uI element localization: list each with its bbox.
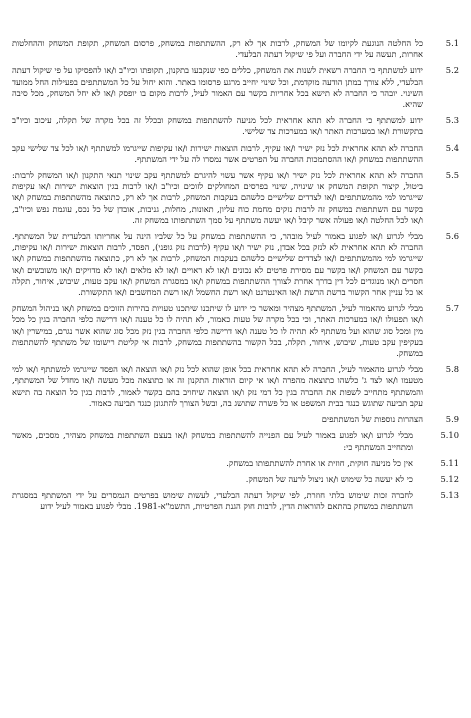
clause-number: 5.5 <box>445 170 459 181</box>
clause-text: אין כל מניעה חוקית, חוזית או אחרת להשתתפותו במשחק. <box>226 457 413 468</box>
clause-5-10 <box>12 430 459 452</box>
clause-5-8 <box>12 364 459 409</box>
clause-5-7 <box>12 303 459 359</box>
clause-text: כל החלטה הנוגעת לקיומו של המשחק, לרבות אך לא רק, ההשתתפות במשחק, פרסום המשחק, תקופת המשחק וההחלטות אחרות, תעשה על ידי החברה ועל פי שיקול דעתה הבלעדי. <box>12 38 423 60</box>
clause-number: 5.2 <box>445 65 459 76</box>
clause-5-9 <box>12 414 459 425</box>
clause-number: 5.3 <box>445 115 459 126</box>
clause-text: ידוע למשתתף כי החברה רשאית לשנות את המשחק, כללים כפי שנקבעו בתקנון, תקופתו וכיו"ב ו/או להפסיקו על פי שיקול דעתה הבלעדי, ללא צורך במתן הודעה מוקדמת, וכל שינוי יחייב מרגע פרסומו באתר. והוא יחול על כל המשתתפים בפעילות החל ממועד השינוי. יובהר כי החברה לא תישא בכל אחריות בקשר עם האמור לעיל, לרבות מקום בו יופסק ו/או לא יחל המשחק, מכל סיבה שהיא. <box>12 65 423 110</box>
clause-text: החברה לא תהא אחראית לכל נזק ישיר ו/או עקיף אשר עשוי להיגרם למשתתף עקב שינוי תנאי התקנון ו/או המשחק לרבות: ביטול, קיצור תקופת המשחק או שינויה, שינוי בפרסים המחולקים לזוכים וכיו"ב ו/או לרבות בגין הוצאות ישירות ו/או עקיפות שייגרמו למי מהמשתתפים ו/או לצדדים שלישיים כלשהם בעקבות המשחק, לרבות אך לא רק, כתוצאה מהשתתפות במשחק ו/או בקשר עם השתתפות במשחק זה לרבות נזקים מחמת כוח עליון, תאונות, מחלות, גניבות, אובדן של כל נכס, עוגמת נפש וכיו"ב, ו/או לכל החלטה ו/או פעולה אשר קיבל ו/או יעשה משתתף על סמך השתתפותו במשחק זה. <box>12 170 423 225</box>
clause-5-13 <box>12 490 459 512</box>
clause-text: ידוע למשתתף כי החברה לא תהא אחראית לכל מניעה להשתתפות במשחק ובכלל זה בכל מקרה של תקלה, עיכוב וכיו"ב בתקשורת ו/או במערכות האתר ו/או במערכות צד שלישי. <box>12 115 423 137</box>
clause-number: 5.6 <box>445 231 459 242</box>
clause-number: 5.4 <box>445 142 459 153</box>
clause-5-6 <box>12 231 459 298</box>
clause-heading: הצהרות נוספות של המשתתפים <box>321 414 423 425</box>
clause-5-5 <box>12 170 459 226</box>
clause-text: מבלי לגרוע ו/או לפגוע באמור לעיל מובהר, כי ההשתתפות במשחק על כל שלביו הינה על אחריותו הבלעדית של המשתתף. החברה לא תהא אחראית לא לנזק בכל אבדן, נזק ישיר ו/או עקיף (לרבות נזק גופני), הפסד, לרבות הוצאות ישירות ו/או עקיפות, שייגרמו למי מהמשתתפים ו/או לצדדים שלישיים כלשהם בעקבות המשחק, לרבות אך לא רק, כתוצאה מהשתתפות במשחק ו/או בקשר עם המשחק ו/או בקשר עם מסירת פרטים לא נכונים ו/או לא ראויים ו/או לא מלאים ו/או לא מדויקים ו/או משובשים ו/או חסרים ו/או מנוגדים לכל דין בדרך אחרת לצורך ההשתתפות במשחק ו/או במסגרת המשחק ו/או עקב טעות, שיבוש, איחור, תקלה או כל עניין אחר הקשור ברשת הרשת ו/או האינטרנט ו/או רשת החשמל ו/או רשת המחשבים ו/או התקשורת. <box>12 231 423 298</box>
clause-5-12 <box>12 474 459 485</box>
clause-number: 5.13 <box>440 490 459 501</box>
clause-5-1 <box>12 38 459 60</box>
clause-number: 5.1 <box>445 38 459 48</box>
clause-text: מבלי לגרוע מהאמור לעיל, החברה לא תהא אחראית בכל אופן שהוא לכל נזק ו/או הוצאה ו/או הפסד שייגרמו למשתתף ו/או למי מטעמו ו/או לצד ג' כלשהו כתוצאה מהפרה ו/או אי קיום הוראות התקנון זה או כתוצאה מכל מעשה ו/או מחדל של המשתתף, והמשתתף מתחייב לשפות את החברה בגין כל דמי נזק ו/או הוצאה שיחויב בהם בקשר לאמור, לרבות בגין כל הוצאה בה תישא עקב תביעה שתוגש כנגד בבית המשפט או כל פשרה שתושג בה, ובשל הצורך להתגונן כנגד תביעה כאמור. <box>12 364 423 408</box>
clause-number: 5.12 <box>440 473 459 484</box>
clause-number: 5.7 <box>445 303 459 314</box>
clause-number: 5.11 <box>440 457 459 468</box>
clause-5-2 <box>12 65 459 110</box>
clause-number: 5.9 <box>445 414 459 425</box>
clause-5-3 <box>12 115 459 137</box>
clause-5-4 <box>12 143 459 165</box>
clause-text: מבלי לגרוע מהאמור לעיל, המשתתף מצהיר ומאשר כי ידוע לו שיתכנו שיתכנו טעויות בהירות הזוכים במשחק ו/או בניהול המשחק ו/או תפעולו ו/או במערכות האתר, וכי בכל מקרה של טעות כאמור, לא תהיה לו כל טענה ו/או דרישה כלפי החברה בגין כל מכל מין ומכל סוג שהוא ועל משתתף לא תהיה לו כל טענה ו/או דרישה כלפי החברה בגין נזק מכל סוג שהוא אשר נגרם, במישרין ו/או בעקיפין עקב טעות, שיבוש, איחור, תקלה, בכל הקשור בהשתתפות במשחק, לרבות אי קליטת רישומו של משתתף להשתתפות במשחק. <box>12 303 423 359</box>
clause-text: מבלי לגרוע ו/או לפגוע באמור לעיל עם הפנייה להשתתפות במשחק ו/או בעצם השתתפות במשחק מצהיר, מסכים, מאשר ומתחייב המשתתף כי: <box>12 430 413 452</box>
clause-text: לחברה זכות שימוש בלתי חוזרת, לפי שיקול דעתה הבלעדי, לעשות שימוש בפרטים הנמסרים על ידי המשתתף במסגרת השתתפות במשחק בהתאם להוראות הדין, לרבות חוק הגנת הפרטיות, התשמ"א-1981. מבלי לפגוע באמור לעיל ידוע <box>12 490 413 512</box>
clause-text: כי לא יעשה כל שימוש ו/או ניצול לרעה של המשחק. <box>245 473 413 484</box>
clause-5-11 <box>12 458 459 469</box>
clause-number: 5.8 <box>445 364 459 375</box>
clause-number: 5.10 <box>440 430 459 441</box>
clause-text: החברה לא תהא אחראית לכל נזק ישיר ו/או עקיף, לרבות הוצאות ישירות ו/או עקיפות שייגרמו למשתתף ו/או לכל צד שלישי עקב ההשתתפות במשחק ו/או ההסתמכות החברה על הפרטים אשר נמסרו לה על ידי המשתתף. <box>12 142 423 164</box>
